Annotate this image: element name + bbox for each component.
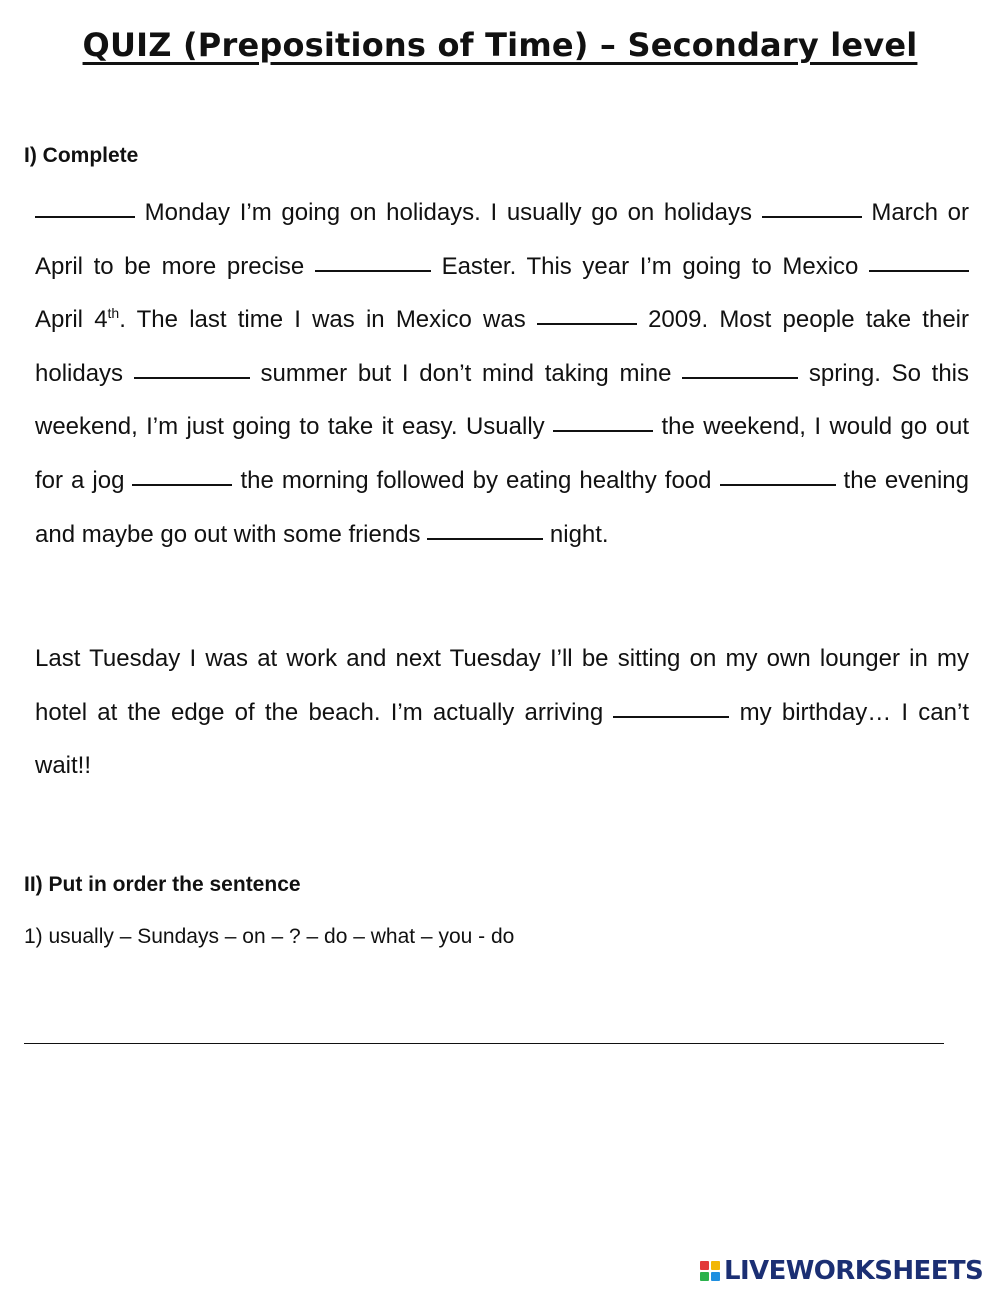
section-heading-order: II) Put in order the sentence xyxy=(24,873,301,896)
text-segment xyxy=(35,306,526,333)
answer-blank-4[interactable] xyxy=(869,269,969,272)
text-segment: 2009. Most people take their holidays xyxy=(35,306,969,387)
answer-blank-8[interactable] xyxy=(553,429,653,432)
text-segment: the weekend, I would go out for a jog xyxy=(35,413,970,494)
logo-tile xyxy=(700,1272,709,1281)
text-segment: summer but I don’t mind taking mine xyxy=(260,359,672,387)
logo-tile xyxy=(711,1272,720,1281)
text-segment: Last Tuesday I was at work and next Tuesday I’ll be sitting on my own lounger in my hotel at the edge of the beach. I’m actually arriving xyxy=(35,645,969,726)
liveworksheets-wordmark: LIVEWORKSHEETS xyxy=(724,1256,984,1286)
logo-tile xyxy=(700,1261,709,1270)
answer-blank-5[interactable] xyxy=(537,322,637,325)
date-text: April 4 xyxy=(35,306,108,334)
answer-blank-6[interactable] xyxy=(134,376,250,379)
page-title: QUIZ (Prepositions of Time) – Secondary level xyxy=(82,26,918,64)
answer-blank-9[interactable] xyxy=(132,483,232,486)
text-segment: spring. So this weekend, I’m just going to take it easy. Usually xyxy=(35,359,970,441)
answer-blank-11[interactable] xyxy=(427,537,543,540)
answer-blank-2[interactable] xyxy=(762,215,862,218)
text-segment: my birthday… I can’t wait!! xyxy=(35,698,970,780)
date-text-continued: . The last time I was in Mexico was xyxy=(119,306,526,334)
text-segment: the morning followed by eating healthy food xyxy=(240,466,712,494)
answer-line-1[interactable] xyxy=(24,1043,944,1044)
text-segment: March or April to be more precise xyxy=(35,199,970,280)
answer-blank-3[interactable] xyxy=(315,269,431,272)
text-segment: Easter. This year I’m going to Mexico xyxy=(441,252,859,280)
complete-paragraph-1 xyxy=(35,186,969,561)
answer-blank-10[interactable] xyxy=(720,483,836,486)
order-question-1: 1) usually – Sundays – on – ? – do – what – you - do xyxy=(24,925,515,948)
complete-paragraph-2 xyxy=(35,632,969,793)
text-segment: night. xyxy=(549,520,609,548)
answer-blank-12[interactable] xyxy=(613,715,729,718)
liveworksheets-logo xyxy=(700,1256,983,1286)
section-heading-complete: I) Complete xyxy=(24,144,139,167)
text-segment: Monday I’m going on holidays. I usually go on holidays xyxy=(144,199,752,226)
answer-blank-7[interactable] xyxy=(682,376,798,379)
answer-blank-1[interactable] xyxy=(35,215,135,218)
text-segment: the evening and maybe go out with some friends xyxy=(35,466,969,548)
ordinal-suffix: th xyxy=(107,305,120,322)
liveworksheets-icon xyxy=(700,1261,720,1281)
logo-tile xyxy=(711,1261,720,1270)
